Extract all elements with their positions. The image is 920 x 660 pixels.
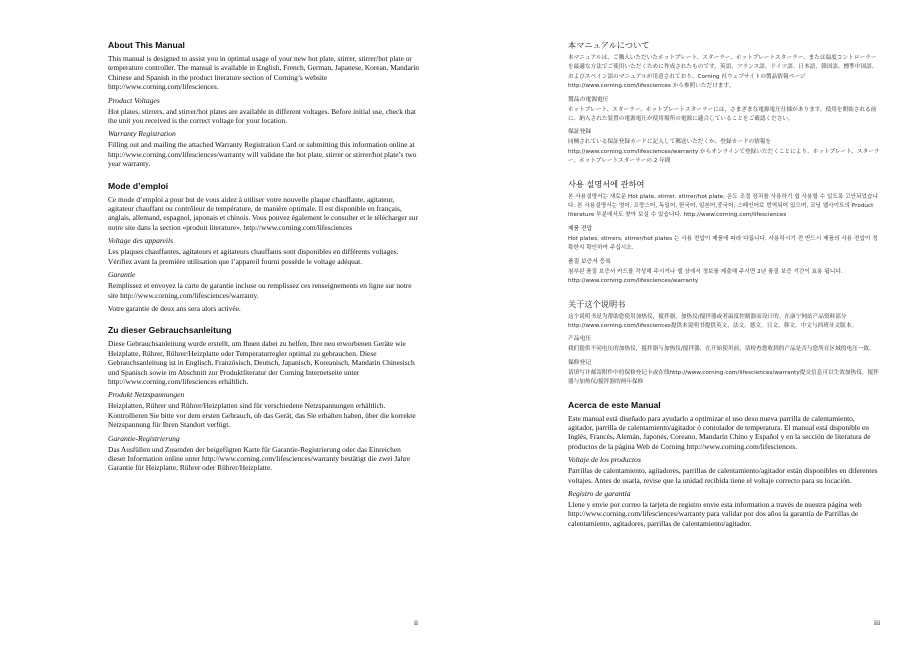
english-title: About This Manual (108, 40, 185, 50)
german-section (108, 325, 420, 472)
spanish-title: Acerca de este Manual (568, 399, 661, 410)
japanese-voltages-text: ホットプレート、スターラー、ホットプレートスターラーには、さまざまな電源電圧仕様があります。使用を開始される前に、納入された装置の電源電圧が使用場所の電源に適合していることをご確認ください。 (568, 106, 877, 123)
korean-warranty-text: 첨부된 품질 보증서 카드를 작성해 주시거나 웹 상에서 정보를 제출해 주시면 2년 품질 보증 기간이 효용 됩니다. http://www.corning.com/lifesciences/warranty (568, 268, 843, 285)
german-title: Zu dieser Gebrauchsanleitung (108, 325, 232, 336)
english-voltages-text: Hot plates, stirrers, and stirrer/hot plates are available in different voltages. Before initial use, check that the unit you received is the correct voltage for your location. (108, 106, 416, 126)
spanish-warranty-heading: Registro de garantía (568, 488, 631, 498)
chinese-warranty-text: 请填写并邮寄附件中的保修登记卡或在线http://www.corning.com/lifesciences/warranty提交信息可以生效加热仪，搅拌器与加热仪/搅拌器的两年保修 (568, 369, 879, 386)
korean-title: 사용 설명서에 관하여 (568, 178, 645, 189)
french-intro: Ce mode d’emploi a pour but de vous aidez à utiliser votre nouvelle plaque chauffante, agitateur, agitateur chauffant ou contrôleur de température, de manière optimale. Il est disponible en français, anglais, allemand, espagnol, japonais et chinois. Vous pouvez également le consulter et le télécharger sur notre site dans la section «produit literature». http://www.corning.com/lifesciences (108, 194, 418, 232)
english-warranty-heading: Warranty Registration (108, 129, 176, 139)
chinese-warranty-heading: 保修登记 (568, 359, 592, 366)
french-section (108, 181, 420, 314)
german-warranty-heading: Garantie-Registrierung (108, 433, 180, 443)
spanish-warranty-text: Llene y envie por correo la tarjeta de registro envie esta information a través de nuestra página web http://www.corning.com/lifesciences/warranty para validar por dos años la garantía de Parrillas de calentamiento, agitadores, parrillas de calentamiento/agitador. (568, 499, 862, 528)
spanish-section (568, 400, 880, 529)
page-number-left: ii (414, 618, 419, 627)
korean-voltages-heading: 제품 전압 (568, 225, 593, 232)
english-intro: This manual is designed to assist you in optimal usage of your new hot plate, stirrer, stirrer/hot plate or temperature controller. The manual is available in English, French, German, Japanese, Korean, Mandarin Chinese and Spanish in the product literature section of Corning’s website http://www.corning.com/lifesciences. (108, 54, 419, 92)
japanese-intro: 本マニュアルは、ご購入いただいたホットプレート、スターラー、ホットプレートスターラー、または温度コントローラーを最適な方法でご使用いただくために作成されたものです。英語、フランス語、ドイツ語、日本語、韓国語、標準中国語、およびスペイン語のマニュアルが用意されており、Corning 社ウェブサイトの製品情報ページ http://www.corning.com/lifesciences から参照いただけます。 (568, 55, 878, 90)
french-warranty-heading: Garantie (108, 270, 136, 280)
chinese-voltages-heading: 产品电压 (568, 336, 592, 343)
chinese-section (568, 299, 880, 388)
chinese-voltages-text: 我们提供不同电压的加热仪，搅拌器与加热仪/搅拌器，在开始使用前，请检查您收到的产品是否与您所在区域的电压一致。 (568, 346, 875, 353)
chinese-title: 关于这个说明书 (568, 298, 626, 309)
spanish-voltages-text: Parrillas de calentamiento, agitadores, parrillas de calentamiento/agitador están disponibles en diferentes voltajes. Antes de usarla, revise que la unidad recibida tiene el voltaje correcto para su locación. (568, 466, 878, 485)
korean-voltages-text: Hot plates, stirrers, stirrer/hot plates 는 사용 전압이 제품에 따라 다릅니다. 사용하시기 전 반드시 제품의 사용 전압이 정확한지 확인하여 주십시오. (568, 235, 878, 252)
japanese-voltages-heading: 製品の電源電圧 (568, 96, 609, 103)
german-warranty-text: Das Ausfüllen und Zusenden der beigefügten Karte für Garantie-Registrierung oder das Einreichen dieser Information online unter http://www.corning.com/lifesciences/warranty bestätigt die zwei Jahre Garantie für Heizplatte, Rührer oder Rührer/Heizplatte. (108, 444, 411, 473)
french-title: Mode d’emploi (108, 180, 169, 191)
english-section (108, 40, 420, 169)
japanese-section (568, 40, 880, 167)
chinese-intro: 这个说明书是为帮助您使用加热仪，搅拌器，加热仪/搅拌器或者温度控制器而设计的。在康宁网站产品资料部分http://www.corning.com/lifesciences提供本说明书提供英文、法文、德文、日文、韩文、中文与西班牙文版本。 (568, 313, 858, 329)
japanese-warranty-text: 同梱されている保証登録カードに記入して郵送いただくか、登録カードの情報を http://www.corning.com/lifesciences/warranty からオンラインで登録いただくことにより、ホットプレート、スターラー、ホットプレートスターラーの 2 年間 (568, 139, 880, 165)
japanese-title: 本マニュアルについて (568, 40, 650, 50)
korean-section (568, 179, 880, 287)
french-warranty-text-2: Votre garantie de deux ans sera alors activée. (108, 303, 241, 313)
korean-warranty-heading: 품질 보증서 등록 (568, 258, 611, 265)
spanish-voltages-heading: Voltaje de los productos (568, 455, 641, 465)
french-voltages-heading: Voltage des appareils (108, 236, 174, 246)
french-voltages-text: Les plaques chauffantes, agitateurs et agitateurs chauffants sont disponibles en différents voltages. Vérifiez avant la première utilisation que l’appareil fourni possède le voltage adéquat. (108, 247, 399, 266)
english-warranty-text: Filling out and mailing the attached Warranty Registration Card or submitting this information online at http://www.corning.com/lifesciences/warranty will validate the hot plate, stirrer or stirrer/hot plate’s two year warranty. (108, 140, 417, 169)
german-intro: Diese Gebrauchsanleitung wurde erstellt, um Ihnen dabei zu helfen, Ihre neu erworbenen Geräte wie Heizplatte, Rührer, Rührer/Heizplatte oder Temperaturregler optimal zu gebrauchen. Diese Gebrauchsanleitung ist in Englisch, Französisch, Deutsch, Japanisch, Koreanisch, Mandarin Chinesisch und Spanisch sowie im Abschnitt zur Produktliteratur der Corning Internetseite unter http://www.corning.com/lifesciences erhältlich. (108, 339, 415, 386)
korean-intro: 본 사용설명서는 새로운 Hot plate, stirrer, stirrer/hot plate, 온도 조절 장치를 사용하기 쉽 사용할 수 있도록 고안되었습니다. 본 사용설명서는 영어, 프랑스어, 독일어, 한국어, 일본어,중국어, 스페인어로 번역되어 있으며, 코닝 웹사이트의 Product literature 부분에서도 찾아 보실 수 있습니다. http://www.corning.com/lifesciences (568, 193, 878, 219)
japanese-warranty-heading: 保証登録 (568, 129, 592, 136)
left-page-column (108, 40, 420, 477)
german-voltages-text: Heizplatten, Rührer und Rührer/Heizplatten sind für verschiedene Netzspannungen erhältlich. Kontrollieren Sie bitte vor dem ersten Gebrauch, ob das Gerät, das Sie erhalten haben, über die korrekte Netzspannung für Ihren Standort verfügt. (108, 401, 416, 430)
right-page-column (568, 40, 880, 532)
english-voltages-heading: Product Voltages (108, 95, 160, 105)
page-number-right: iii (874, 618, 881, 627)
german-voltages-heading: Produkt Netzspannungen (108, 390, 185, 400)
french-warranty-text: Remplissez et envoyez la carte de garantie incluse ou remplissez ces renseignements en ligne sur notre site http://www.corning.com/lifesciences/warranty. (108, 281, 412, 300)
spanish-intro: Este manual está diseñado para ayudarlo a optimizar el uso desu nueva parrilla de calentamiento, agitador, parrilla de calentamiento/agitador ó contolador de temperatura. El manual está disponible en Inglés, Francés, Alemán, Japonés, Coreano, Mandarín Chino y Español y en la sección de literatura de productos de la página Web de Corning http://www.corning.com/lifesciences. (568, 413, 871, 451)
